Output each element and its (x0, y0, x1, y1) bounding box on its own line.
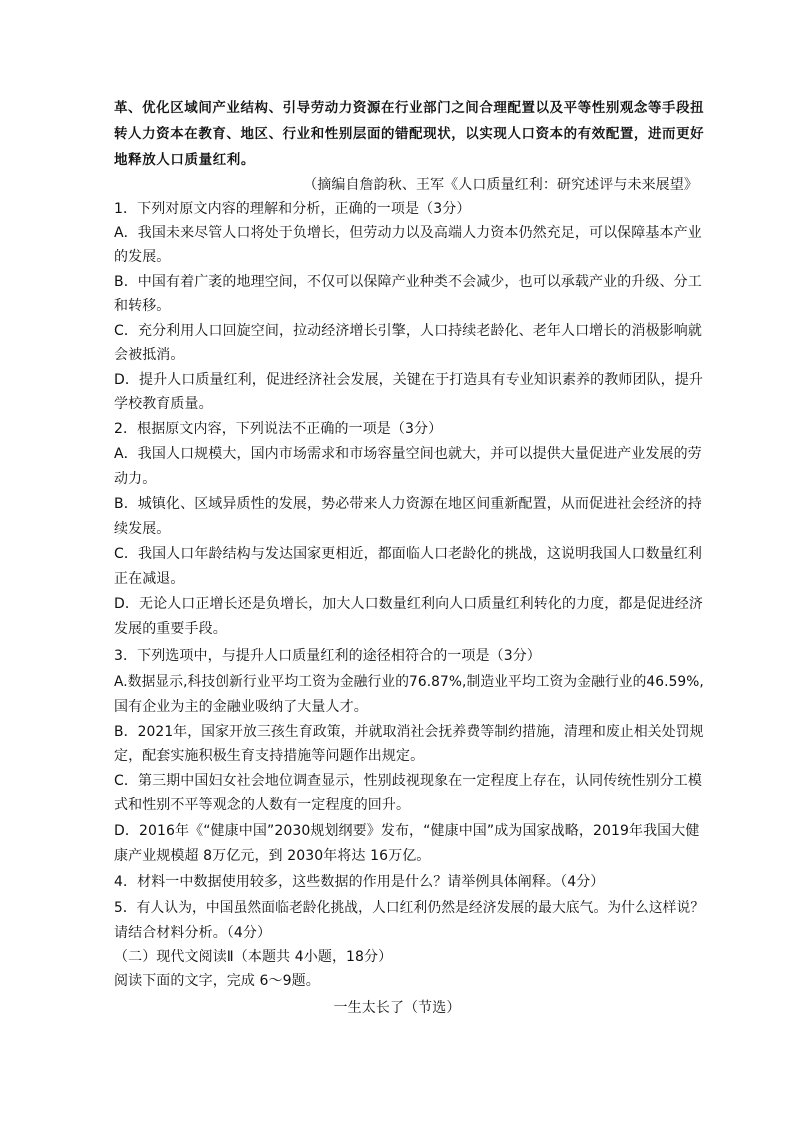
question-1-stem: 1．下列对原文内容的理解和分析，正确的一项是（3分） (114, 201, 471, 217)
question-1-option-b-cont: 和转移。 (114, 298, 171, 314)
question-1-option-c-cont: 会被抵消。 (114, 347, 185, 363)
passage-text-line: 地释放人口质量红利。 (114, 152, 255, 168)
question-3-option-b-cont: 定，配套实施积极生育支持措施等问题作出规定。 (114, 748, 425, 764)
passage-title: 一生太长了（节选） (333, 1000, 461, 1016)
question-2-option-a-cont: 动力。 (114, 471, 157, 487)
question-1-option-a: A．我国未来尽管人口将处于负增长，但劳动力以及高端人力资本仍然充足，可以保障基本产业 (114, 225, 702, 241)
question-3-option-c-cont: 式和性别不平等观念的人数有一定程度的回升。 (114, 797, 411, 813)
question-1-option-b: B．中国有着广袤的地理空间，不仅可以保障产业种类不会减少，也可以承载产业的升级、分工 (114, 274, 702, 290)
question-2-option-d-cont: 发展的重要手段。 (114, 621, 227, 637)
reading-instruction: 阅读下面的文字，完成 6～9题。 (114, 973, 320, 989)
question-1-option-d: D．提升人口质量红利，促进经济社会发展，关键在于打造具有专业知识素养的教师团队，提升 (114, 372, 703, 388)
question-2-option-b: B．城镇化、区域异质性的发展，势必带来人力资源在地区间重新配置，从而促进社会经济的持 (114, 496, 702, 512)
question-2-option-d: D．无论人口正增长还是负增长，加大人口数量红利向人口质量红利转化的力度，都是促进经济 (114, 596, 703, 612)
question-3-option-c: C．第三期中国妇女社会地位调查显示，性别歧视现象在一定程度上存在，认同传统性别分工模 (114, 773, 702, 789)
question-3-option-a-cont: 国有企业为主的金融业吸纳了大量人才。 (114, 699, 368, 715)
question-3-option-d-cont: 康产业规模超 8万亿元，到 2030年将达 16万亿。 (114, 848, 431, 864)
question-2-option-c-cont: 正在减退。 (114, 571, 185, 587)
source-citation: （摘编自詹韵秋、王军《人口质量红利：研究述评与未来展望》 (303, 177, 698, 193)
question-3-option-d: D．2016年《“健康中国”2030规划纲要》发布，“健康中国”成为国家战略，2019年我国大健 (114, 823, 700, 839)
question-2-stem: 2．根据原文内容，下列说法不正确的一项是（3分） (114, 421, 443, 437)
question-2-option-a: A．我国人口规模大，国内市场需求和市场容量空间也就大，并可以提供大量促进产业发展的劳 (114, 446, 702, 462)
passage-text-line: 转人力资本在教育、地区、行业和性别层面的错配现状，以实现人口资本的有效配置，进而更好 (114, 126, 705, 142)
question-2-option-b-cont: 续发展。 (114, 521, 171, 537)
question-1-option-d-cont: 学校教育质量。 (114, 396, 213, 412)
question-2-option-c: C．我国人口年龄结构与发达国家更相近，都面临人口老龄化的挑战，这说明我国人口数量红利 (114, 546, 702, 562)
passage-text-line: 革、优化区域间产业结构、引导劳动力资源在行业部门之间合理配置以及平等性别观念等手段扭 (114, 100, 705, 116)
question-3-option-b: B．2021年，国家开放三孩生育政策，并就取消社会抚养费等制约措施，清理和废止相关处罚规 (114, 724, 704, 740)
question-1-option-c: C．充分利用人口回旋空间，拉动经济增长引擎，人口持续老龄化、老年人口增长的消极影响就 (114, 323, 702, 339)
question-5: 5．有人认为，中国虽然面临老龄化挑战，人口红利仍然是经济发展的最大底气。为什么这样说？ (114, 900, 705, 916)
question-4: 4．材料一中数据使用较多，这些数据的作用是什么？请举例具体阐释。（4分） (114, 874, 605, 890)
question-5-cont: 请结合材料分析。（4分） (114, 925, 272, 941)
question-3-option-a: A.数据显示,科技创新行业平均工资为金融行业的76.87%,制造业平均工资为金融行业的46.59%, (114, 674, 704, 690)
question-1-option-a-cont: 的发展。 (114, 249, 171, 265)
question-3-stem: 3．下列选项中，与提升人口质量红利的途径相符合的一项是（3分） (114, 648, 541, 664)
section-heading: （二）现代文阅读Ⅱ（本题共 4小题，18分） (114, 949, 393, 965)
